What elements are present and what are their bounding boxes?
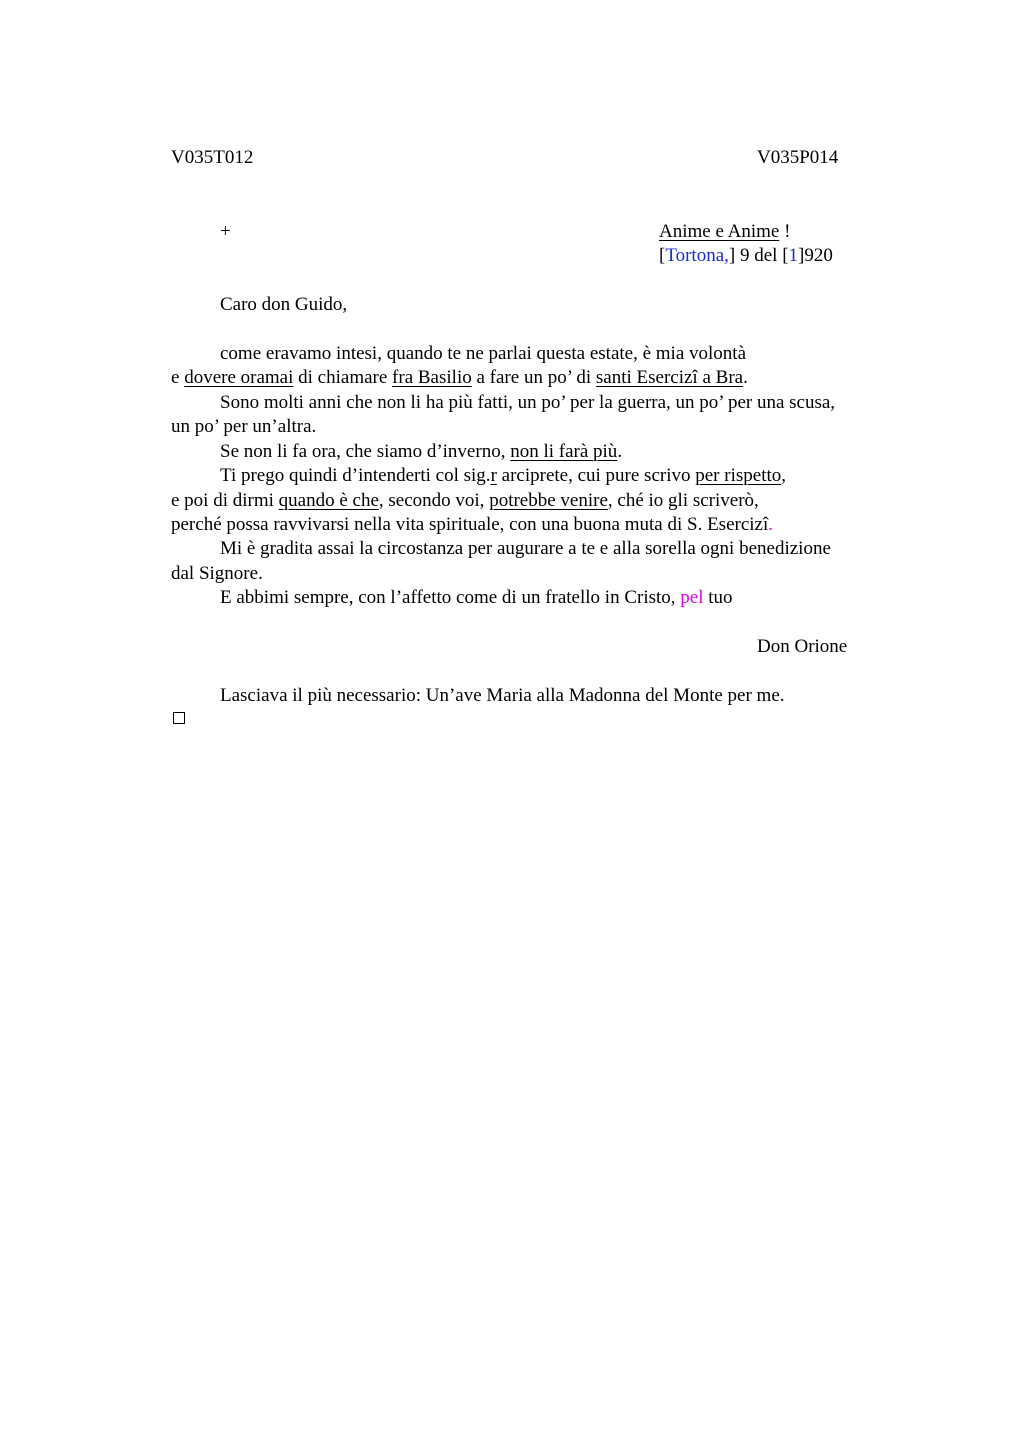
p4-line3 bbox=[171, 513, 773, 537]
signature: Don Orione bbox=[757, 636, 848, 657]
underlined-run: non li farà più bbox=[510, 441, 618, 462]
underlined-run bbox=[596, 367, 743, 388]
text-run: Ti prego quindi d’intenderti col sig. bbox=[220, 465, 491, 486]
salutation: Caro don Guido, bbox=[220, 294, 348, 315]
p3-line1 bbox=[220, 440, 622, 464]
postscript: Lasciava il più necessario: Un’ave Maria alla Madonna del Monte per me. bbox=[220, 685, 785, 706]
heading-underlined: Anime e Anime bbox=[659, 221, 780, 242]
p6-line1 bbox=[220, 586, 733, 610]
p4-line1 bbox=[220, 464, 786, 488]
end-box-icon bbox=[173, 712, 185, 724]
text-run: di chiamare bbox=[293, 367, 393, 388]
p4-line2 bbox=[171, 489, 759, 513]
text-run: santi Esercizi bbox=[595, 367, 698, 388]
p2-line2: un po’ per un’altra. bbox=[171, 416, 317, 437]
document-code-right: V035P014 bbox=[757, 147, 839, 168]
letter-heading bbox=[659, 220, 790, 244]
text-run: , ché io gli scriverò, bbox=[607, 490, 759, 511]
text-run: a Bra bbox=[697, 367, 744, 388]
underlined-run: r bbox=[490, 465, 497, 486]
p1-line1: come eravamo intesi, quando te ne parlai questa estate, è mia volontà bbox=[220, 343, 746, 364]
text-run: perché possa ravvivarsi nella vita spirituale, con una buona muta di S. Esercizi bbox=[171, 514, 769, 535]
p2-line1: Sono molti anni che non li ha più fatti, un po’ per la guerra, un po’ per una scusa, bbox=[220, 392, 836, 413]
letter-date bbox=[659, 244, 833, 268]
text-run: a fare un po’ di bbox=[471, 367, 596, 388]
date-month: 1 bbox=[788, 245, 799, 266]
text-run: , bbox=[781, 465, 787, 486]
underlined-run: dovere oramai bbox=[184, 367, 294, 388]
underlined-run: quando è che bbox=[278, 490, 379, 511]
document-code-left: V035T012 bbox=[171, 147, 254, 168]
p5-line2: dal Signore. bbox=[171, 563, 263, 584]
p1-line2 bbox=[171, 366, 748, 390]
text-run: e bbox=[171, 367, 185, 388]
date-bracket: [ bbox=[659, 245, 666, 266]
text-run: E abbimi sempre, con l’affetto come di un fratello in Cristo, bbox=[220, 587, 681, 608]
underlined-run: potrebbe venire bbox=[489, 490, 608, 511]
p5-line1: Mi è gradita assai la circostanza per augurare a te e alla sorella ogni benedizione bbox=[220, 538, 831, 559]
text-run: Se non li fa ora, che siamo d’inverno, bbox=[220, 441, 511, 462]
circumflex-mark: ̂. bbox=[768, 514, 774, 535]
cross-symbol: + bbox=[220, 221, 231, 242]
text-run: , secondo voi, bbox=[378, 490, 490, 511]
date-place: Tortona, bbox=[665, 245, 729, 266]
underlined-run: per rispetto bbox=[695, 465, 782, 486]
date-mid: ] 9 del [ bbox=[728, 245, 789, 266]
text-run: tuo bbox=[703, 587, 733, 608]
editorial-word: pel bbox=[680, 587, 704, 608]
date-year: ]920 bbox=[798, 245, 833, 266]
underlined-run: fra Basilio bbox=[392, 367, 472, 388]
text-run: arciprete, cui pure scrivo bbox=[496, 465, 696, 486]
text-run: e poi di dirmi bbox=[171, 490, 279, 511]
text-run: . bbox=[617, 441, 623, 462]
heading-suffix: ! bbox=[779, 221, 791, 242]
text-run: . bbox=[743, 367, 748, 388]
